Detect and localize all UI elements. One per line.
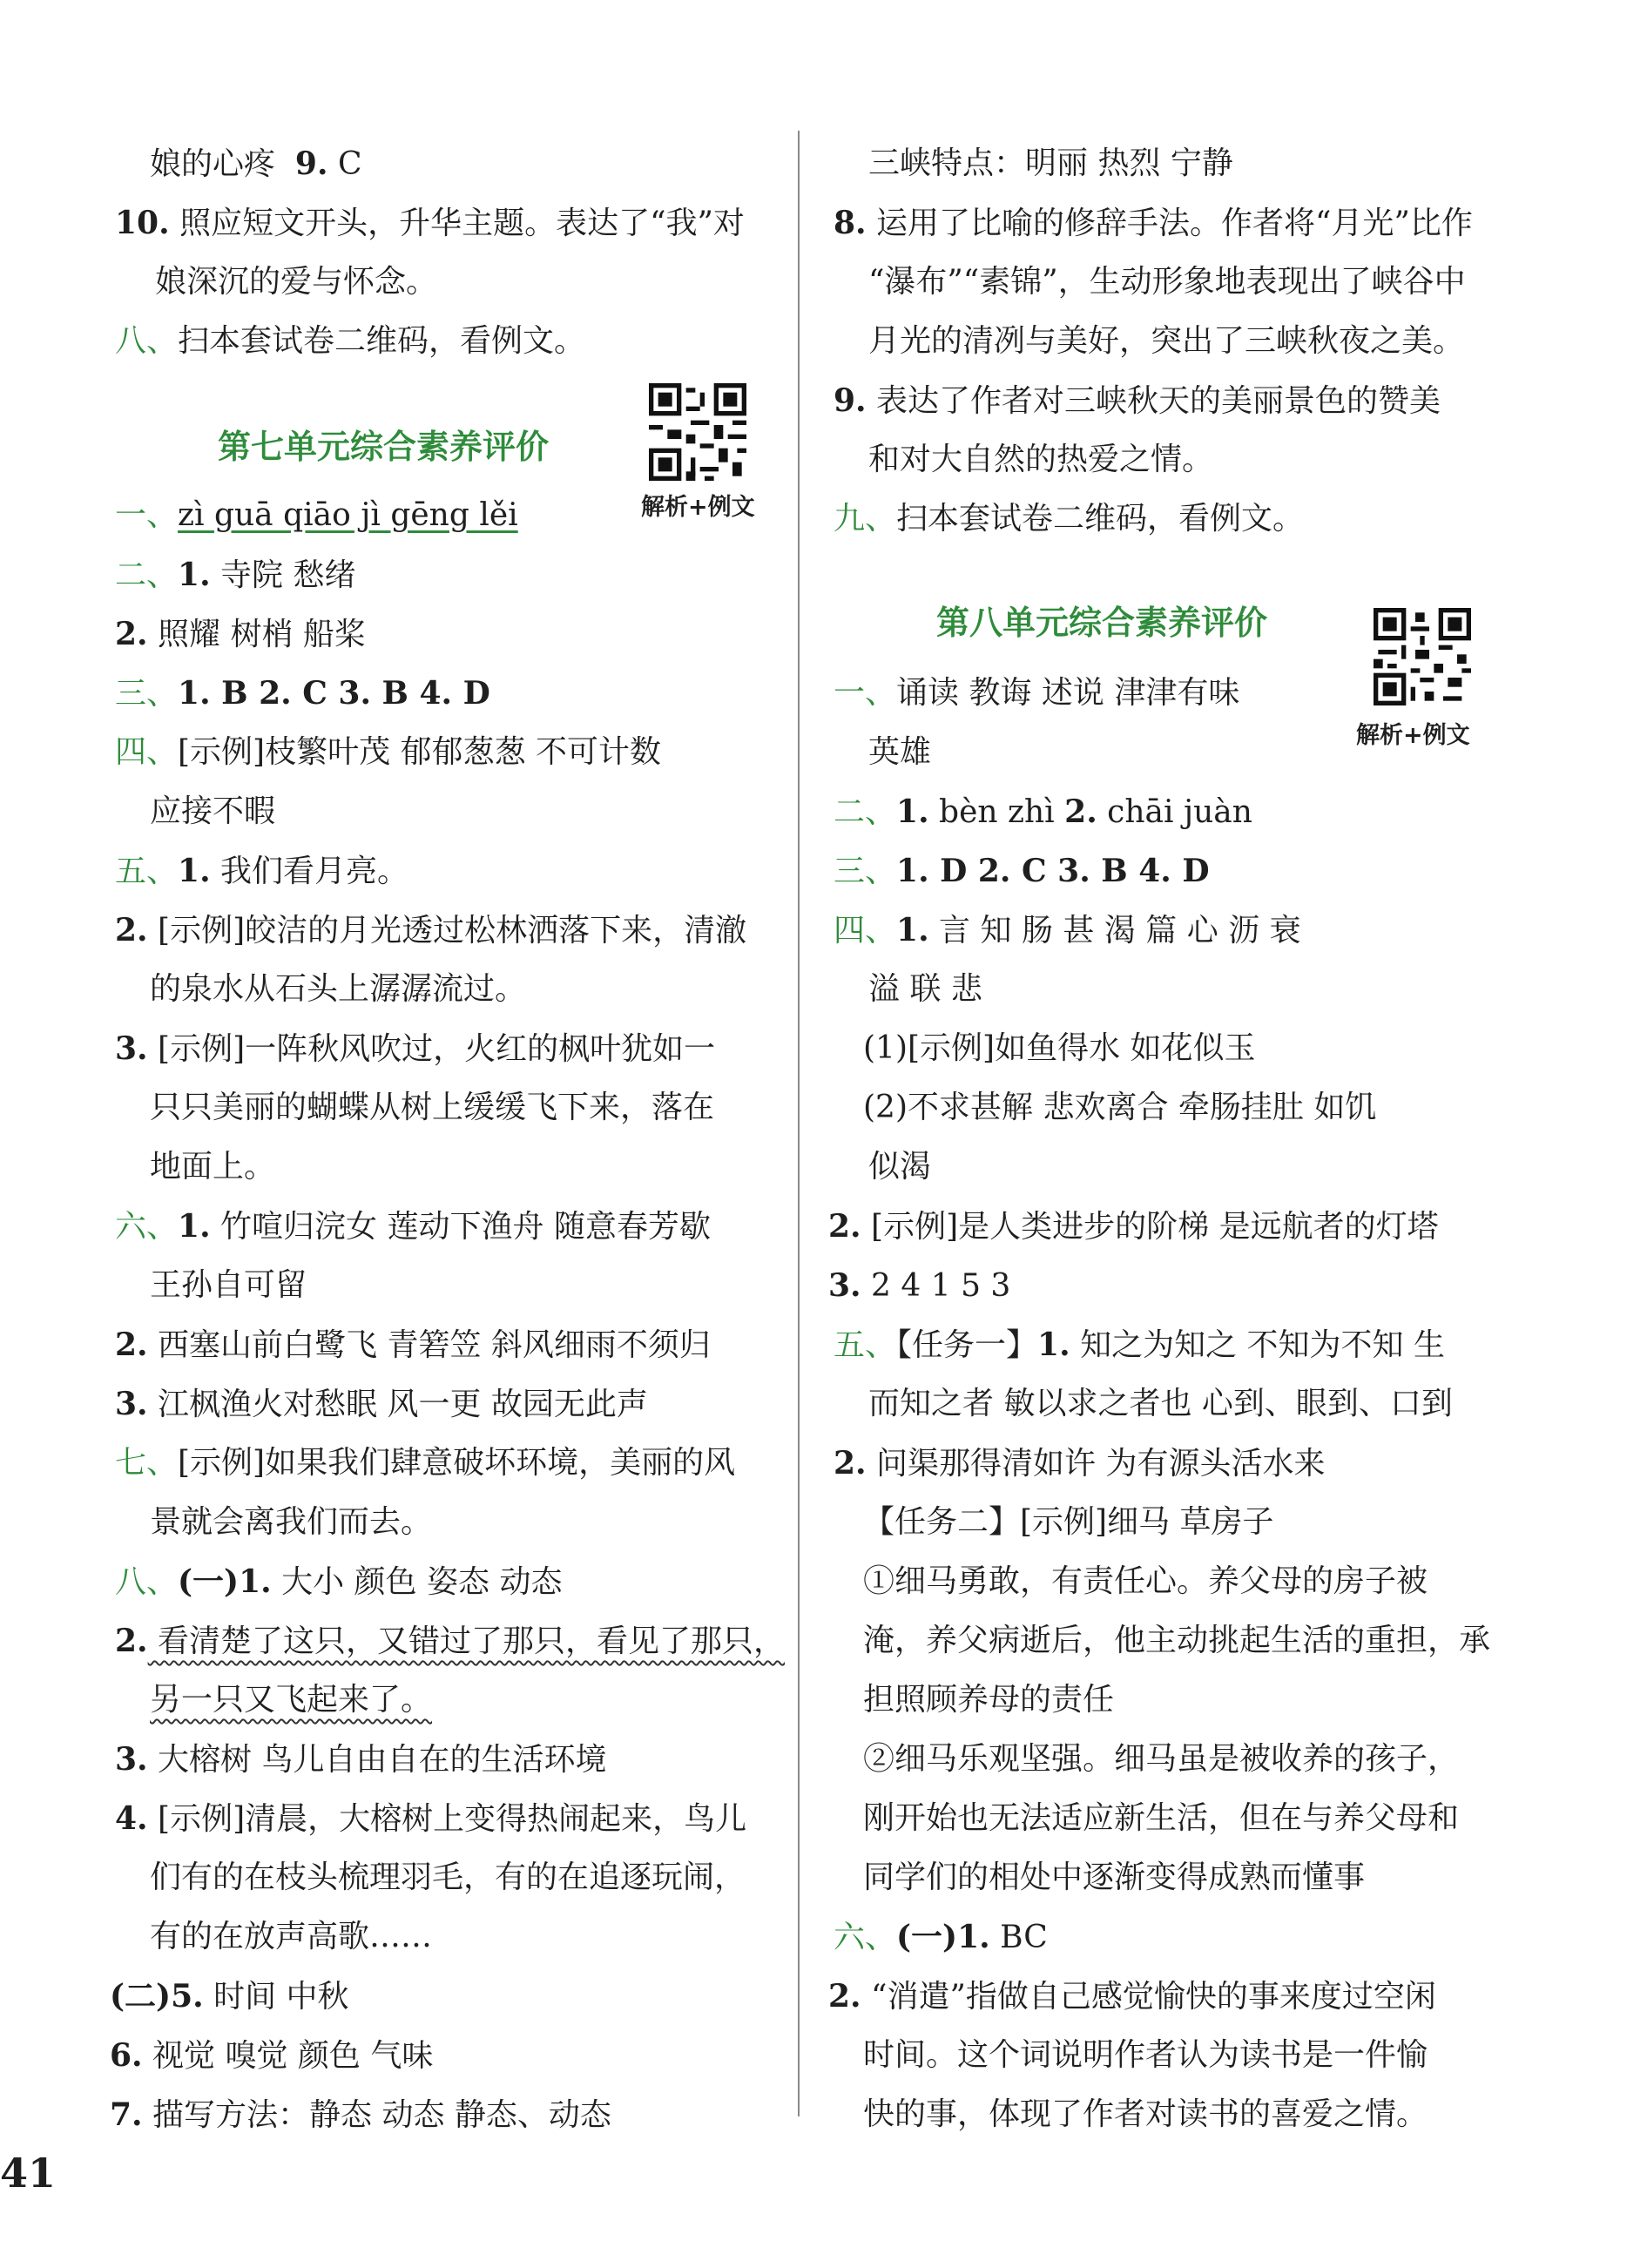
answer-line: 地面上。 — [150, 1149, 276, 1185]
qr-code-icon — [1374, 608, 1471, 705]
answer-line: 四、1. 言 知 肠 甚 渴 篇 心 沥 衰 — [834, 912, 1301, 948]
answer-line: 2. 照耀 树梢 船桨 — [115, 616, 366, 652]
answer-line: 娘的心疼 9. C — [150, 145, 362, 182]
answer-line: 五、【任务一】1. 知之为知之 不知为不知 生 — [834, 1326, 1445, 1363]
answer-line: 10. 照应短文开头，升华主题。表达了“我”对 — [115, 205, 745, 241]
answer-line: 有的在放声高歌…… — [150, 1919, 433, 1954]
answer-line: 月光的清冽与美好，突出了三峡秋夜之美。 — [868, 323, 1465, 359]
answer-line: 时间。这个词说明作者认为读书是一件愉 — [863, 2037, 1428, 2073]
answer-line: 刚开始也无法适应新生活，但在与养父母和 — [863, 1800, 1460, 1836]
answer-line: 溢 联 悲 — [868, 971, 982, 1007]
answer-line: 三、1. B 2. C 3. B 4. D — [115, 675, 490, 712]
answer-line: 2. “消遣”指做自己感觉愉快的事来度过空闲 — [828, 1978, 1436, 2015]
answer-line: 们有的在枝头梳理羽毛，有的在追逐玩闹， — [150, 1860, 746, 1895]
answer-line: 八、扫本套试卷二维码，看例文。 — [115, 323, 586, 359]
answer-line: 二、1. 寺院 愁绪 — [115, 557, 356, 593]
answer-line: 娘深沉的爱与怀念。 — [155, 264, 438, 300]
answer-line: (2)不求甚解 悲欢离合 牵肠挂肚 如饥 — [863, 1090, 1377, 1125]
answer-line: 似渴 — [868, 1149, 932, 1185]
answer-line: 王孙自可留 — [150, 1267, 307, 1303]
answer-line: 七、[示例]如果我们肆意破坏环境，美丽的风 — [115, 1445, 736, 1481]
answer-line: 2. [示例]皎洁的月光透过松林洒落下来，清澈 — [115, 912, 747, 948]
answer-line: 2. 西塞山前白鹭飞 青箬笠 斜风细雨不须归 — [115, 1326, 711, 1363]
answer-line: 景就会离我们而去。 — [150, 1504, 433, 1540]
answer-line: 快的事，体现了作者对读书的喜爱之情。 — [863, 2096, 1428, 2132]
answer-line: 【任务二】[示例]细马 草房子 — [863, 1504, 1274, 1540]
answer-line: 三、1. D 2. C 3. B 4. D — [834, 853, 1210, 889]
answer-line: 4. [示例]清晨，大榕树上变得热闹起来，鸟儿 — [115, 1800, 747, 1837]
answer-line: 九、扫本套试卷二维码，看例文。 — [834, 501, 1305, 537]
answer-line: 和对大自然的热爱之情。 — [868, 442, 1214, 477]
answer-line: 2. [示例]是人类进步的阶梯 是远航者的灯塔 — [828, 1208, 1439, 1245]
answer-line: 三峡特点：明丽 热烈 宁静 — [868, 145, 1233, 181]
answer-line: 3. 江枫渔火对愁眠 风一更 故园无此声 — [115, 1386, 648, 1422]
answer-line: 8. 运用了比喻的修辞手法。作者将“月光”比作 — [834, 205, 1473, 241]
answer-line: 一、诵读 教诲 述说 津津有味 — [834, 675, 1240, 711]
answer-line: 六、1. 竹喧归浣女 莲动下渔舟 随意春芳歇 — [115, 1208, 711, 1245]
answer-line: ①细马勇敢，有责任心。养父母的房子被 — [863, 1563, 1428, 1599]
answer-line: 而知之者 敏以求之者也 心到、眼到、口到 — [868, 1386, 1453, 1421]
answer-line: 9. 表达了作者对三峡秋天的美丽景色的赞美 — [834, 382, 1441, 419]
section-title: 第七单元综合素养评价 — [218, 427, 550, 466]
answer-line: (二)5. 时间 中秋 — [110, 1978, 349, 2015]
answer-line: 淹，养父病逝后，他主动挑起生活的重担，承 — [863, 1623, 1491, 1658]
answer-line: 3. 2 4 1 5 3 — [828, 1267, 1011, 1304]
answer-line: 四、[示例]枝繁叶茂 郁郁葱葱 不可计数 — [115, 734, 661, 770]
page-number: 41 — [0, 2150, 57, 2197]
answer-line: (1)[示例]如鱼得水 如花似玉 — [863, 1030, 1256, 1066]
answer-line: 3. [示例]一阵秋风吹过，火红的枫叶犹如一 — [115, 1030, 716, 1067]
answer-line: 2. 问渠那得清如许 为有源头活水来 — [834, 1445, 1326, 1482]
answer-line: 7. 描写方法：静态 动态 静态、动态 — [110, 2096, 611, 2133]
section-title: 第八单元综合素养评价 — [936, 603, 1268, 642]
answer-line: 一、zì guā qiāo jì gēng lěi — [115, 497, 518, 533]
answer-line: 二、1. bèn zhì 2. chāi juàn — [834, 793, 1252, 830]
answer-line: 3. 大榕树 鸟儿自由自在的生活环境 — [115, 1741, 607, 1778]
answer-line: 六、(一)1. BC — [834, 1919, 1048, 1955]
answer-line: “瀑布”“素锦”，生动形象地表现出了峡谷中 — [868, 264, 1466, 300]
qr-caption: 解析+例文 — [641, 494, 755, 521]
answer-line: 另一只又飞起来了。 — [150, 1682, 433, 1718]
answer-line: 五、1. 我们看月亮。 — [115, 853, 409, 889]
divider — [798, 131, 800, 2116]
answer-line: 英雄 — [868, 734, 932, 770]
qr-caption: 解析+例文 — [1356, 722, 1470, 749]
answer-line: 同学们的相处中逐渐变得成熟而懂事 — [863, 1860, 1366, 1895]
answer-line: 应接不暇 — [150, 793, 276, 829]
answer-line: 担照顾养母的责任 — [863, 1682, 1115, 1718]
answer-line: ②细马乐观坚强。细马虽是被收养的孩子， — [863, 1741, 1460, 1777]
answer-line: 的泉水从石头上潺潺流过。 — [150, 971, 527, 1007]
answer-line: 只只美丽的蝴蝶从树上缓缓飞下来，落在 — [150, 1090, 715, 1125]
qr-code-icon — [649, 383, 746, 481]
answer-line: 2. 看清楚了这只，又错过了那只，看见了那只， — [115, 1623, 786, 1659]
answer-line: 6. 视觉 嗅觉 颜色 气味 — [110, 2037, 434, 2074]
answer-line: 八、(一)1. 大小 颜色 姿态 动态 — [115, 1563, 563, 1600]
